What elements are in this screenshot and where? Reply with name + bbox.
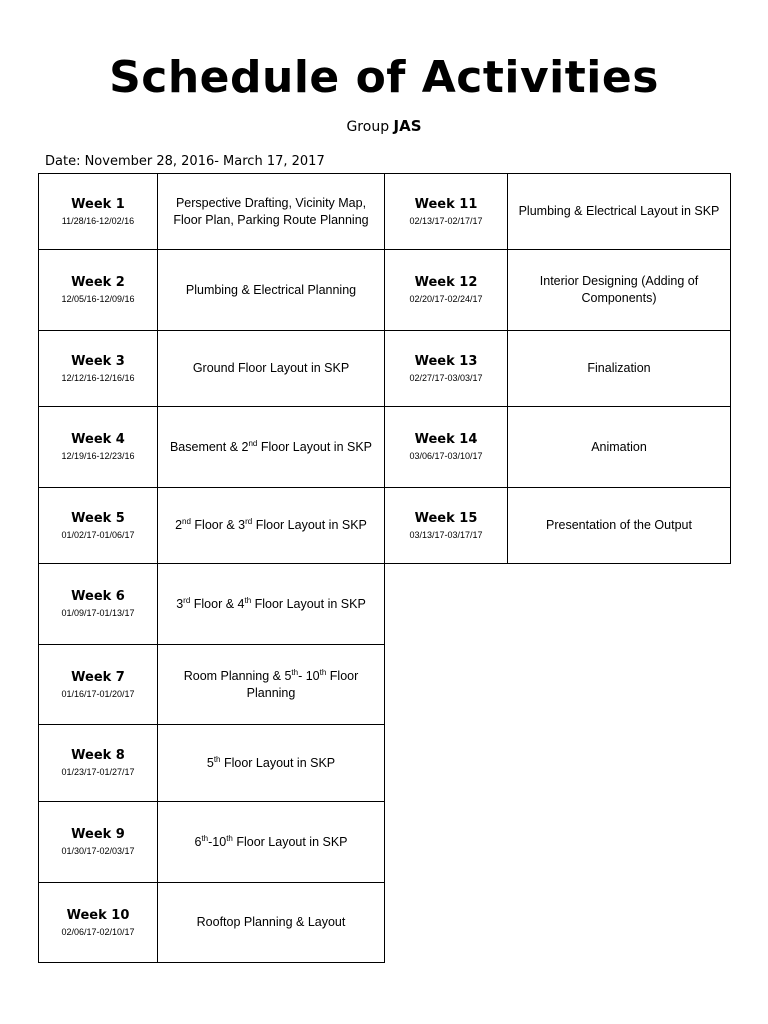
activity-cell — [157, 724, 385, 802]
week-name: Week 8 — [71, 748, 125, 763]
week-name: Week 14 — [414, 432, 478, 447]
group-label: Group — [346, 119, 390, 135]
week-dates: 12/05/16-12/09/16 — [61, 294, 135, 304]
week-dates: 03/13/17-03/17/17 — [409, 529, 483, 540]
activity-text: 3rd Floor & 4th Floor Layout in SKP — [176, 595, 366, 611]
activity-text: 2nd Floor & 3rd Floor Layout in SKP — [175, 516, 367, 532]
week-dates: 02/06/17-02/10/17 — [61, 926, 135, 937]
week-name: Week 12 — [414, 275, 478, 290]
activity-cell — [157, 330, 385, 407]
group-line — [0, 117, 768, 135]
activity-cell — [157, 249, 385, 331]
activity-text: Animation — [591, 439, 647, 454]
week-dates: 01/30/17-02/03/17 — [61, 846, 135, 856]
week-cell — [38, 249, 158, 331]
week-dates: 11/28/16-12/02/16 — [61, 215, 135, 226]
activity-text: Rooftop Planning & Layout — [196, 915, 346, 929]
week-cell — [384, 487, 508, 564]
week-name: Week 1 — [71, 196, 125, 212]
activity-text: Perspective Drafting, Vicinity Map, Floor Plan, Parking Route Planning — [173, 195, 369, 227]
week-cell — [38, 644, 158, 725]
activity-cell — [507, 406, 731, 488]
week-cell — [38, 882, 158, 963]
week-cell — [38, 173, 158, 250]
activity-cell — [507, 173, 731, 250]
week-dates: 01/16/17-01/20/17 — [61, 688, 135, 699]
activity-cell — [157, 406, 385, 488]
activity-cell — [507, 249, 731, 331]
activity-text: 6th-10th Floor Layout in SKP — [194, 833, 348, 849]
week-cell — [384, 249, 508, 331]
activity-text: Finalization — [587, 361, 651, 375]
week-cell — [384, 330, 508, 407]
week-dates: 01/02/17-01/06/17 — [61, 529, 135, 540]
week-name: Week 13 — [414, 353, 478, 369]
week-cell — [38, 406, 158, 488]
activity-text: Room Planning & 5th- 10th Floor Planning — [183, 667, 359, 700]
week-cell — [38, 487, 158, 564]
week-name: Week 15 — [414, 510, 478, 526]
week-name: Week 5 — [71, 510, 125, 526]
week-dates: 02/13/17-02/17/17 — [409, 215, 483, 226]
week-name: Week 7 — [71, 669, 125, 685]
activity-cell — [507, 487, 731, 564]
week-name: Week 3 — [71, 353, 125, 369]
activity-cell — [157, 644, 385, 725]
activity-cell — [157, 563, 385, 645]
activity-cell — [157, 882, 385, 963]
week-dates: 03/06/17-03/10/17 — [409, 451, 483, 461]
week-name: Week 10 — [66, 907, 130, 923]
week-dates: 01/23/17-01/27/17 — [61, 767, 135, 777]
activity-cell — [157, 487, 385, 564]
week-name: Week 4 — [71, 432, 125, 447]
week-cell — [38, 801, 158, 883]
week-cell — [384, 173, 508, 250]
week-name: Week 6 — [71, 589, 125, 604]
activity-text: Interior Designing (Adding of Components) — [539, 274, 699, 305]
activity-cell — [507, 330, 731, 407]
week-name: Week 11 — [414, 196, 478, 212]
activity-text: Ground Floor Layout in SKP — [192, 361, 350, 375]
activity-cell — [157, 173, 385, 250]
activity-text: Plumbing & Electrical Layout in SKP — [518, 204, 720, 218]
activity-text: Basement & 2nd Floor Layout in SKP — [169, 438, 373, 454]
week-dates: 02/27/17-03/03/17 — [409, 372, 483, 383]
week-dates: 12/12/16-12/16/16 — [61, 372, 135, 383]
week-dates: 02/20/17-02/24/17 — [409, 294, 483, 304]
week-cell — [38, 563, 158, 645]
week-dates: 12/19/16-12/23/16 — [61, 451, 135, 461]
group-name: JAS — [393, 117, 422, 135]
week-cell — [38, 330, 158, 407]
week-name: Week 9 — [71, 827, 125, 842]
week-dates: 01/09/17-01/13/17 — [61, 608, 135, 618]
date-range: Date: November 28, 2016- March 17, 2017 — [45, 154, 325, 169]
page-title: Schedule of Activities — [109, 52, 659, 103]
week-name: Week 2 — [71, 275, 125, 290]
week-cell — [38, 724, 158, 802]
activity-text: Presentation of the Output — [546, 518, 692, 532]
activity-cell — [157, 801, 385, 883]
activity-text: Plumbing & Electrical Planning — [185, 282, 357, 297]
week-cell — [384, 406, 508, 488]
activity-text: 5th Floor Layout in SKP — [206, 754, 336, 770]
